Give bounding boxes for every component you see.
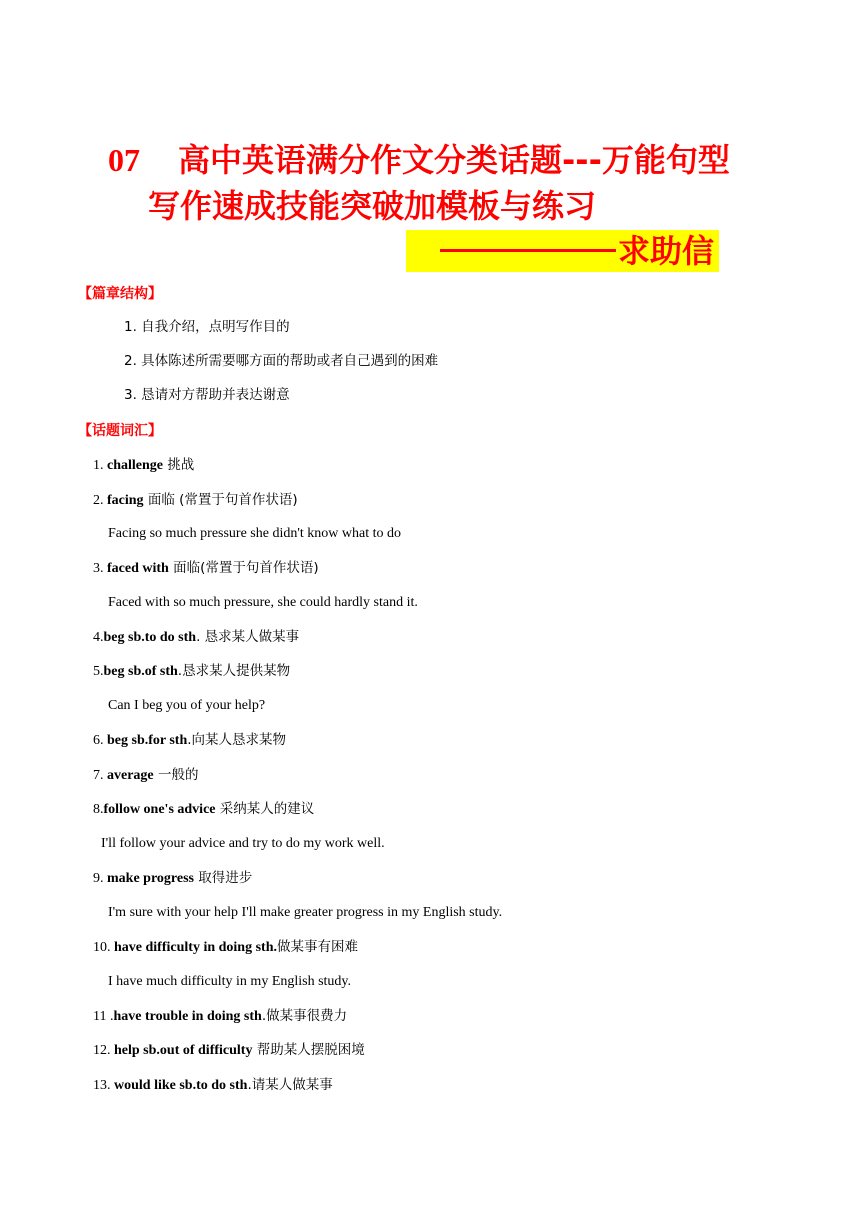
structure-item: 1. 自我介绍，点明写作目的	[124, 319, 290, 335]
vocab-gloss: .向某人恳求某物	[187, 732, 287, 748]
vocab-entry: 1. challenge 挑战	[93, 457, 195, 473]
vocab-entry: 3. faced with 面临(常置于句首作状语)	[93, 560, 319, 576]
vocab-gloss: 面临(常置于句首作状语)	[168, 560, 319, 576]
title-dash-rule	[440, 249, 616, 252]
title-main: 高中英语满分作文分类话题---万能句型	[178, 141, 730, 179]
vocab-entry: 5.beg sb.of sth.恳求某人提供某物	[93, 663, 291, 679]
vocab-gloss: .请某人做某事	[247, 1077, 333, 1093]
vocab-term: have difficulty in doing sth.	[114, 940, 277, 955]
vocab-entry: 11 .have trouble in doing sth.做某事很费力	[93, 1008, 348, 1024]
vocab-term: challenge	[107, 458, 163, 473]
title-line-3	[440, 231, 714, 271]
vocab-term: facing	[107, 493, 144, 508]
vocab-gloss: 做某事有困难	[276, 939, 358, 955]
vocab-entry: 2. facing 面临 (常置于句首作状语)	[93, 492, 298, 508]
vocab-entry: 10. have difficulty in doing sth.做某事有困难	[93, 939, 358, 955]
vocab-term: help sb.out of difficulty	[114, 1043, 253, 1058]
vocab-example: I'm sure with your help I'll make greater progress in my English study.	[108, 905, 503, 920]
structure-heading: 【篇章结构】	[78, 286, 162, 302]
structure-item: 3. 恳请对方帮助并表达谢意	[124, 387, 290, 403]
vocab-gloss: .做某事很费力	[261, 1008, 348, 1024]
vocab-example: I have much difficulty in my English study.	[108, 974, 352, 989]
vocab-term: make progress	[107, 871, 194, 886]
vocab-term: average	[107, 768, 154, 783]
vocab-example: Faced with so much pressure, she could hardly stand it.	[108, 595, 418, 610]
vocab-gloss: 采纳某人的建议	[215, 801, 315, 817]
title-line-1	[108, 140, 730, 180]
vocab-term: have trouble in doing sth	[113, 1009, 262, 1024]
title-line-2: 写作速成技能突破加模板与练习	[148, 187, 597, 225]
vocab-gloss: .恳求某人提供某物	[177, 663, 291, 679]
vocab-gloss: 一般的	[153, 767, 199, 783]
vocab-example: Facing so much pressure she didn't know what to do	[108, 526, 401, 541]
vocab-gloss: 帮助某人摆脱困境	[252, 1042, 365, 1058]
structure-item: 2. 具体陈述所需要哪方面的帮助或者自己遇到的困难	[124, 353, 439, 369]
vocab-entry: 8.follow one's advice 采纳某人的建议	[93, 801, 315, 817]
vocab-term: faced with	[107, 561, 169, 576]
vocab-entry: 4.beg sb.to do sth. 恳求某人做某事	[93, 629, 300, 645]
vocab-term: beg sb.of sth	[103, 664, 178, 679]
vocab-entry: 13. would like sb.to do sth.请某人做某事	[93, 1077, 333, 1093]
vocab-gloss: 取得进步	[193, 870, 253, 886]
vocab-gloss: . 恳求某人做某事	[196, 629, 300, 645]
vocab-entry: 7. average 一般的	[93, 767, 199, 783]
chapter-number: 07	[108, 142, 140, 178]
vocab-gloss: 面临 (常置于句首作状语)	[143, 492, 298, 508]
vocab-example: Can I beg you of your help?	[108, 698, 266, 713]
vocab-heading: 【话题词汇】	[78, 423, 162, 439]
vocab-example: I'll follow your advice and try to do my work well.	[101, 836, 385, 851]
vocab-entry: 9. make progress 取得进步	[93, 870, 253, 886]
vocab-entry: 12. help sb.out of difficulty 帮助某人摆脱困境	[93, 1042, 365, 1058]
vocab-gloss: 挑战	[163, 457, 195, 473]
vocab-term: beg sb.to do sth	[103, 630, 197, 645]
vocab-term: follow one's advice	[103, 802, 216, 817]
title-subject: 求助信	[618, 232, 715, 270]
vocab-entry: 6. beg sb.for sth.向某人恳求某物	[93, 732, 287, 748]
vocab-term: beg sb.for sth	[107, 733, 188, 748]
vocab-term: would like sb.to do sth	[114, 1078, 248, 1093]
